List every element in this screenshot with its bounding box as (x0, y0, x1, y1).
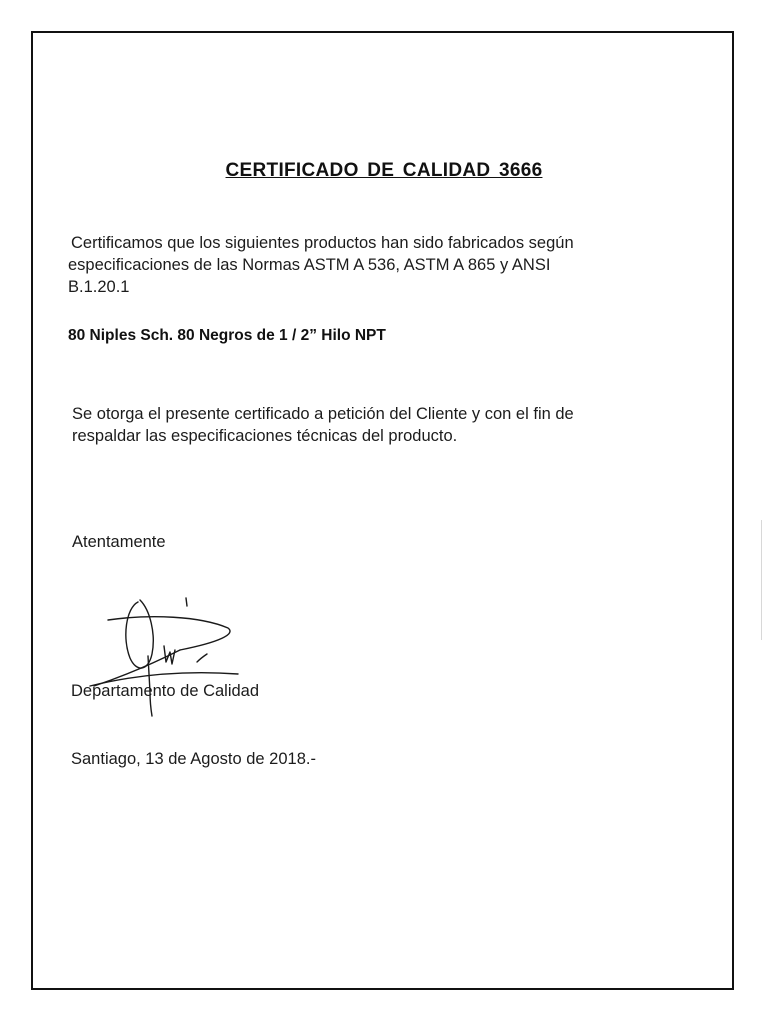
intro-paragraph (68, 232, 668, 298)
certificate-title: CERTIFICADO DE CALIDAD 3666 (225, 160, 543, 181)
purpose-line-1: Se otorga el presente certificado a petición del Cliente y con el fin de (72, 405, 574, 423)
product-description: 80 Niples Sch. 80 Negros de 1 / 2” Hilo NPT (68, 327, 386, 344)
closing-salutation: Atentamente (72, 533, 166, 551)
intro-line-2: especificaciones de las Normas ASTM A 536, ASTM A 865 y ANSI (68, 256, 551, 274)
intro-line-3: B.1.20.1 (68, 278, 130, 296)
purpose-line-2: respaldar las especificaciones técnicas del producto. (72, 427, 458, 445)
purpose-paragraph (72, 403, 692, 447)
intro-line-1: Certificamos que los siguientes productos han sido fabricados según (71, 234, 574, 252)
right-scan-edge (761, 520, 762, 640)
department-name: Departamento de Calidad (71, 682, 260, 700)
issue-date: Santiago, 13 de Agosto de 2018.- (71, 750, 316, 768)
